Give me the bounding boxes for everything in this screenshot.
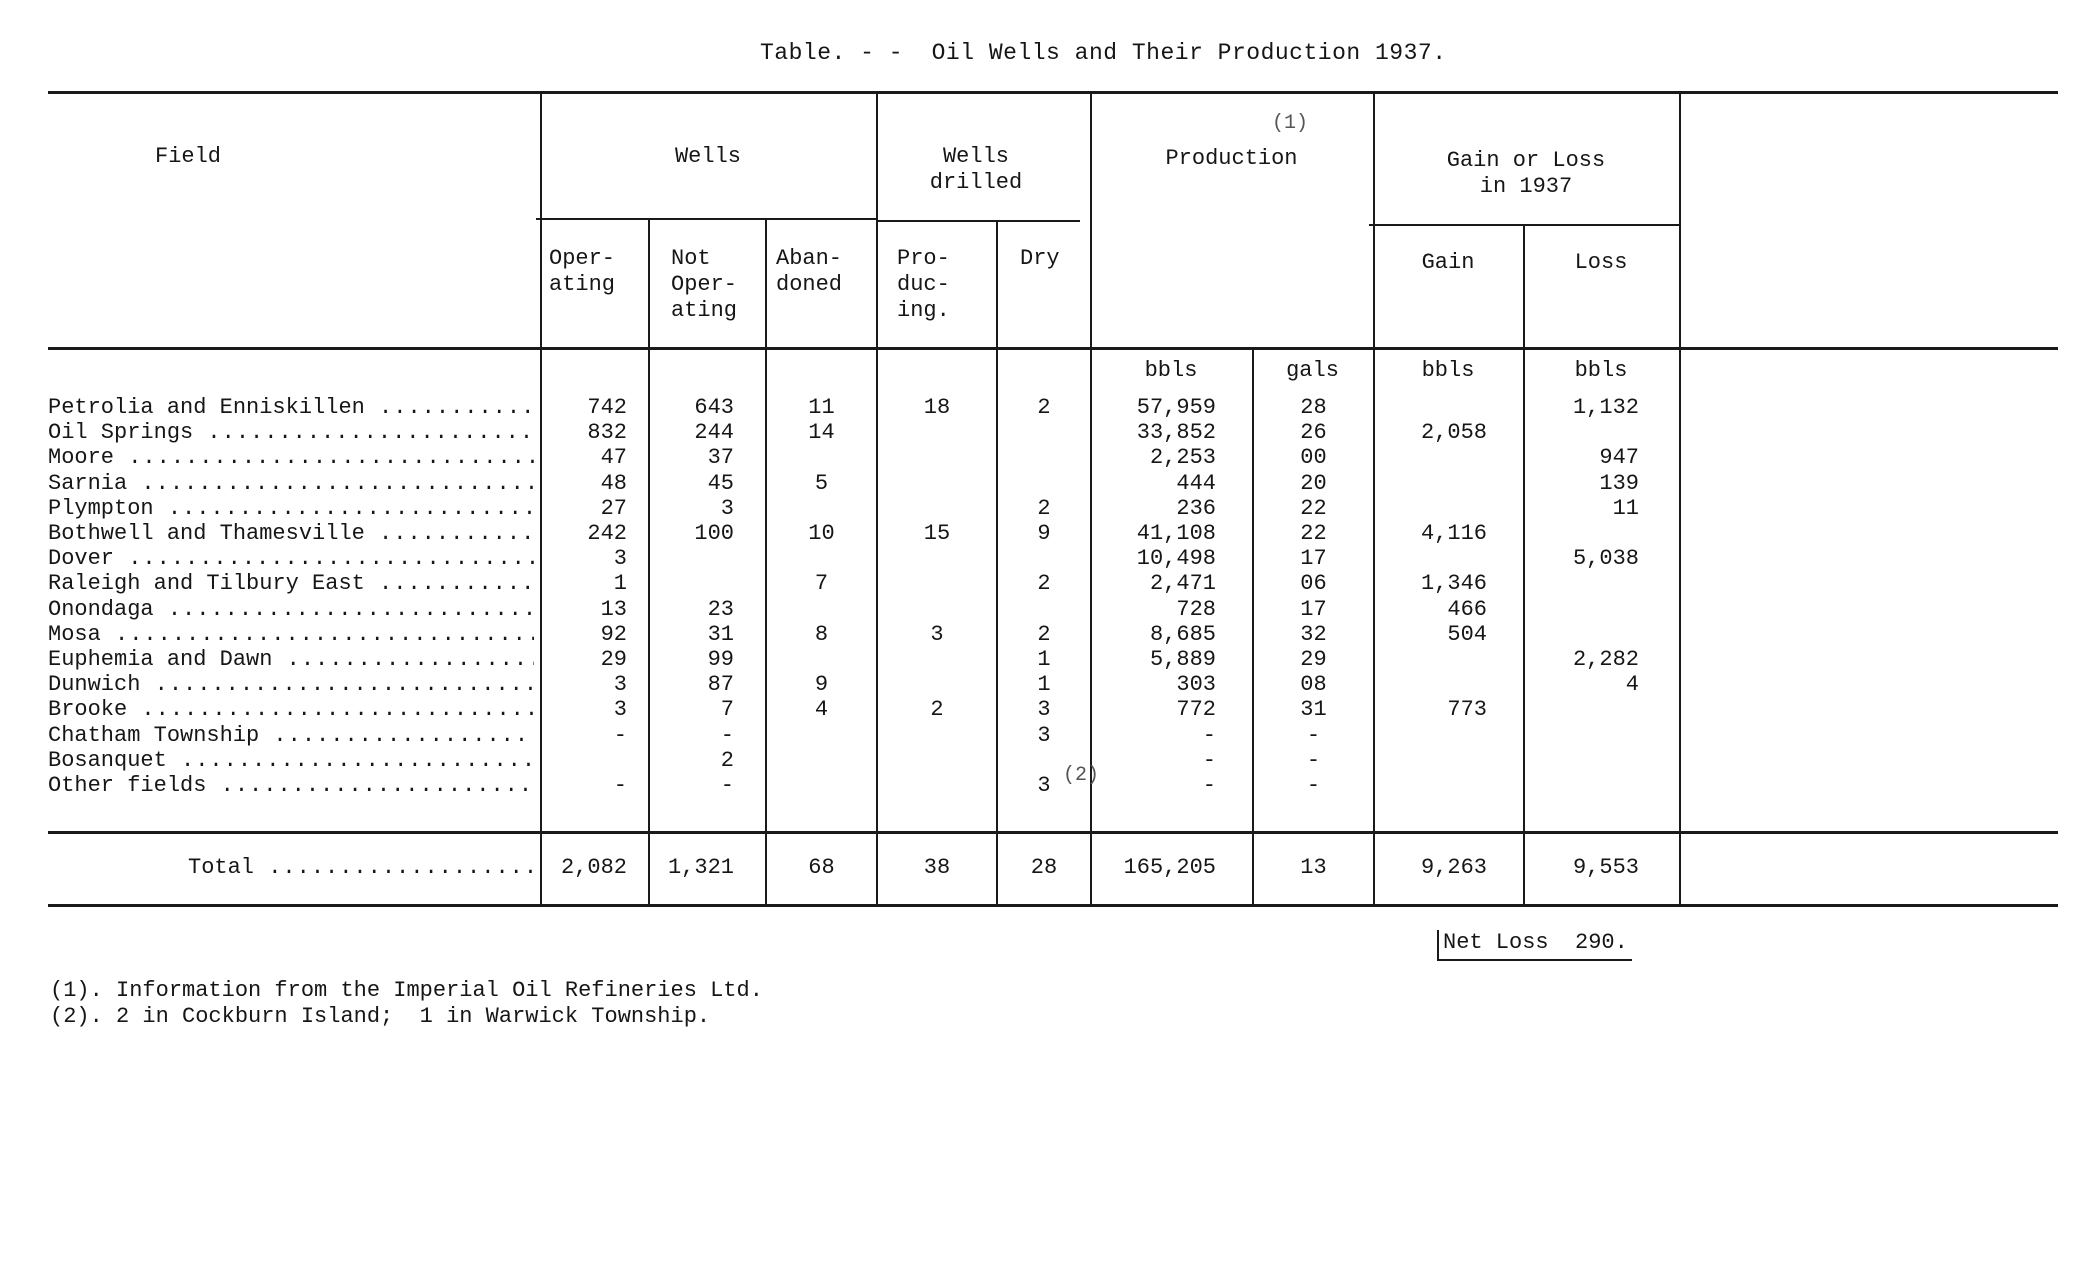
cell-abandoned: 8 [814,621,829,647]
header-operating: Oper- ating [549,246,616,297]
cell-loss: 4 [1625,672,1639,698]
footnote-2: (2). 2 in Cockburn Island; 1 in Warwick Township. [50,1004,711,1029]
table-row [0,647,2078,672]
cell-bbls: 33,852 [1136,420,1216,446]
total-top-rule [48,831,2058,834]
cell-abandoned: 7 [814,571,829,597]
cell-not-operating: - [720,722,734,748]
cell-gals: 22 [1300,521,1327,546]
cell-bbls: 2,253 [1149,445,1216,471]
cell-bbls: 444 [1176,470,1216,496]
cell-operating: - [613,722,627,748]
cell-not-operating: 100 [694,521,734,546]
cell-gain: 1,346 [1420,571,1487,597]
field-name: Sarnia ..... [48,471,534,496]
cell-abandoned: 14 [808,420,835,446]
header-not-operating: Not Oper- ating [671,246,738,323]
cell-dry: 3 [1037,697,1051,723]
cell-operating: 1 [613,571,627,597]
table-row [0,697,2078,722]
cell-gals: 31 [1300,697,1327,723]
cell-abandoned: 10 [808,521,835,546]
header-gain: Gain [1421,250,1475,275]
total-row [0,855,2078,880]
cell-gain: 2,058 [1420,420,1487,446]
cell-gals: 20 [1300,470,1327,496]
cell-bbls: 236 [1176,495,1216,521]
table-row [0,496,2078,521]
header-wells-drilled: Wells drilled [929,144,1023,195]
cell-bbls: 303 [1176,672,1216,698]
cell-abandoned: 5 [814,470,829,496]
cell-operating: 92 [600,621,627,647]
cell-abandoned: 9 [814,672,829,698]
cell-dry: 1 [1037,672,1051,698]
cell-gals: 28 [1300,395,1327,420]
header-field: Field [155,144,222,169]
wells-subrule [536,218,876,220]
header-production: Production [1165,146,1298,171]
header-wells: Wells [674,144,741,169]
table-title: Table. - - Oil Wells and Their Production 1937. [760,40,1447,66]
total-not-operating: 1,321 [667,855,734,880]
cell-gals: 26 [1300,420,1327,446]
cell-not-operating: 87 [707,672,734,698]
header-gain-or-loss: Gain or Loss in 1937 [1446,148,1606,199]
cell-gals: 32 [1300,621,1327,647]
field-name: Petrolia and Enniskillen ..... [48,395,534,420]
cell-loss: 947 [1599,445,1639,471]
top-rule [48,91,2058,94]
field-name: Euphemia and Dawn ..... [48,647,534,672]
cell-not-operating: 2 [720,747,734,773]
cell-gals: 29 [1300,647,1327,672]
table-row [0,597,2078,622]
cell-abandoned: 11 [808,395,835,420]
cell-operating: 48 [600,470,627,496]
table-row [0,445,2078,470]
cell-gals: 00 [1300,445,1327,471]
cell-operating: 13 [600,596,627,622]
field-name: Brooke ..... [48,697,534,722]
cell-gals: 17 [1300,596,1327,622]
table-row [0,672,2078,697]
unit-loss-bbls: bbls [1574,358,1628,383]
cell-operating: 242 [587,521,627,546]
cell-bbls: 5,889 [1149,647,1216,672]
cell-gain: 504 [1447,621,1487,647]
cell-dry: 2 [1037,571,1051,597]
cell-operating: 742 [587,395,627,420]
total-bbls: 165,205 [1123,855,1216,880]
unit-gain-bbls: bbls [1421,358,1475,383]
total-gain: 9,263 [1420,855,1487,880]
header-loss: Loss [1574,250,1628,275]
cell-not-operating: 45 [707,470,734,496]
cell-loss: 139 [1599,470,1639,496]
cell-abandoned: 4 [814,697,829,723]
cell-gals: - [1306,773,1321,798]
wells-drilled-subrule [876,220,1080,222]
total-label: Total ..... [188,855,534,880]
table-row [0,773,2078,798]
field-name: Dover ..... [48,546,534,571]
field-name: Mosa ..... [48,622,534,647]
cell-operating: - [613,773,627,798]
table-row [0,571,2078,596]
cell-dry: 2 [1037,495,1051,521]
cell-gain: 4,116 [1420,521,1487,546]
cell-bbls: 728 [1176,596,1216,622]
header-producing: Pro- duc- ing. [897,246,950,323]
cell-producing: 15 [923,521,951,546]
cell-not-operating: 99 [707,647,734,672]
cell-operating: 3 [613,546,627,572]
table-row [0,748,2078,773]
bottom-rule [48,904,2058,907]
cell-gals: 22 [1300,495,1327,521]
cell-bbls: 10,498 [1136,546,1216,572]
total-gals: 13 [1300,855,1327,880]
total-abandoned: 68 [808,855,835,880]
cell-bbls: 41,108 [1136,521,1216,546]
cell-bbls: 772 [1176,697,1216,723]
cell-gals: - [1306,722,1321,748]
cell-gals: 17 [1300,546,1327,572]
total-loss: 9,553 [1572,855,1639,880]
unit-production-bbls: bbls [1144,358,1198,383]
cell-bbls: 57,959 [1136,395,1216,420]
header-dry: Dry [1020,246,1060,271]
cell-not-operating: 31 [707,621,734,647]
cell-operating: 47 [600,445,627,471]
cell-bbls: 2,471 [1149,571,1216,597]
field-name: Plympton ..... [48,496,534,521]
net-loss-note: Net Loss 290. [1437,930,1632,961]
cell-producing: 3 [930,621,944,647]
cell-loss: 11 [1612,495,1639,521]
cell-gals: - [1306,747,1321,773]
field-name: Dunwich ..... [48,672,534,697]
cell-dry: 3 [1037,773,1051,798]
field-name: Onondaga ..... [48,597,534,622]
cell-producing: 18 [923,395,951,420]
footnote-1: (1). Information from the Imperial Oil Refineries Ltd. [50,978,763,1003]
cell-loss: 5,038 [1572,546,1639,572]
cell-operating: 3 [613,672,627,698]
cell-gals: 06 [1300,571,1327,597]
cell-dry: 2 [1037,395,1051,420]
table-row [0,622,2078,647]
cell-gals: 08 [1300,672,1327,698]
cell-not-operating: 3 [720,495,734,521]
cell-gain: 773 [1447,697,1487,723]
cell-not-operating: 7 [720,697,734,723]
cell-dry: 3 [1037,722,1051,748]
cell-not-operating: 23 [707,596,734,622]
cell-operating: 3 [613,697,627,723]
cell-not-operating: 244 [694,420,734,446]
field-name: Other fields ..... [48,773,534,798]
cell-operating: 27 [600,495,627,521]
header-abandoned: Aban- doned [776,246,843,297]
table-row [0,546,2078,571]
table-row [0,521,2078,546]
cell-not-operating: 37 [707,445,734,471]
table-row [0,471,2078,496]
cell-operating: 29 [600,647,627,672]
cell-not-operating: 643 [694,395,734,420]
field-name: Raleigh and Tilbury East ..... [48,571,534,596]
header-bottom-rule [48,347,2058,350]
total-operating: 2,082 [560,855,627,880]
field-name: Bothwell and Thamesville ..... [48,521,534,546]
cell-dry: 9 [1037,521,1051,546]
cell-operating: 832 [587,420,627,446]
field-name: Bosanquet ..... [48,748,534,773]
field-name: Chatham Township ..... [48,723,534,748]
cell-loss: 2,282 [1572,647,1639,672]
total-producing: 38 [923,855,951,880]
unit-production-gals: gals [1286,358,1339,383]
cell-loss: 1,132 [1572,395,1639,420]
table-row [0,420,2078,445]
dry-footnote-marker: (2) [1063,764,1100,787]
cell-gain: 466 [1447,596,1487,622]
cell-bbls: - [1202,773,1216,798]
field-name: Oil Springs ..... [48,420,534,445]
table-row [0,723,2078,748]
production-footnote-marker: (1) [1272,112,1309,135]
cell-dry: 1 [1037,647,1051,672]
cell-bbls: 8,685 [1149,621,1216,647]
total-dry: 28 [1030,855,1058,880]
cell-producing: 2 [930,697,944,723]
table-row [0,395,2078,420]
cell-dry: 2 [1037,621,1051,647]
field-name: Moore ..... [48,445,534,470]
cell-bbls: - [1202,747,1216,773]
cell-bbls: - [1202,722,1216,748]
cell-not-operating: - [720,773,734,798]
